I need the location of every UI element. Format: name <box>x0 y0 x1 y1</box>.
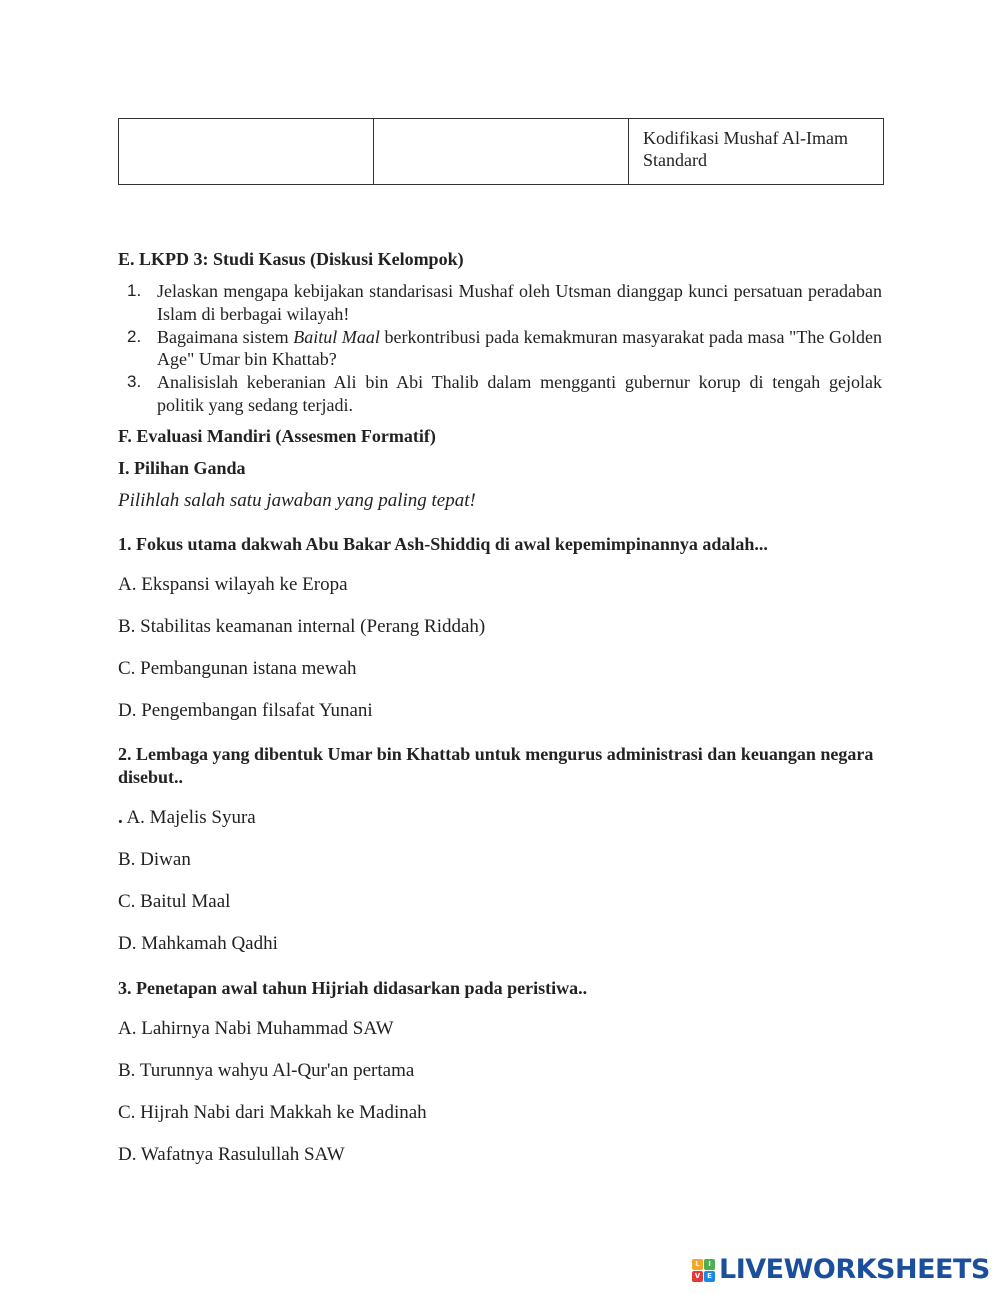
continuation-table <box>118 118 884 185</box>
list-number: 1. <box>127 281 142 300</box>
answer-option[interactable]: D. Wafatnya Rasulullah SAW <box>118 1144 345 1165</box>
answer-option[interactable]: B. Turunnya wahyu Al-Qur'an pertama <box>118 1060 415 1081</box>
multiple-choice-heading: I. Pilihan Ganda <box>118 458 246 478</box>
question-3: 3. Penetapan awal tahun Hijriah didasarkan pada peristiwa.. <box>118 978 588 998</box>
answer-option[interactable]: D. Mahkamah Qadhi <box>118 933 278 954</box>
list-item-text: Analisislah keberanian Ali bin Abi Thalib dalam mengganti gubernur korup di tengah gejolak politik yang sedang terjadi. <box>157 372 882 415</box>
liveworksheets-logo-icon <box>692 1259 715 1282</box>
option-text: A. Majelis Syura <box>122 807 256 828</box>
table-cell: Kodifikasi Mushaf Al-Imam Standard <box>629 119 884 185</box>
logo-mark-tile: I <box>704 1259 715 1270</box>
table-row <box>119 119 884 185</box>
list-item-text: Jelaskan mengapa kebijakan standarisasi Mushaf oleh Utsman dianggap kunci persatuan peradaban Islam di berbagai wilayah! <box>157 281 882 324</box>
list-item-emphasis: Baitul Maal <box>293 326 380 347</box>
answer-option[interactable]: B. Diwan <box>118 849 191 870</box>
logo-mark-tile: L <box>692 1259 703 1270</box>
question-1: 1. Fokus utama dakwah Abu Bakar Ash-Shiddiq di awal kepemimpinannya adalah... <box>118 534 768 554</box>
answer-option[interactable]: C. Hijrah Nabi dari Makkah ke Madinah <box>118 1102 427 1123</box>
answer-option[interactable]: D. Pengembangan filsafat Yunani <box>118 700 373 721</box>
section-e-heading: E. LKPD 3: Studi Kasus (Diskusi Kelompok) <box>118 249 464 269</box>
answer-option[interactable]: B. Stabilitas keamanan internal (Perang Riddah) <box>118 616 486 637</box>
answer-option[interactable]: A. Lahirnya Nabi Muhammad SAW <box>118 1018 394 1039</box>
list-item <box>118 280 882 325</box>
list-number: 3. <box>127 372 142 391</box>
answer-option[interactable]: C. Baitul Maal <box>118 891 231 912</box>
logo-mark-tile: E <box>704 1271 715 1282</box>
list-item <box>118 326 882 371</box>
table-cell <box>374 119 629 185</box>
list-item-text: Bagaimana sistem <box>157 326 294 347</box>
option-prefix: . <box>118 807 123 828</box>
logo-wordmark: LIVEWORKSHEETS <box>719 1254 990 1285</box>
answer-option[interactable] <box>118 807 256 829</box>
answer-option[interactable]: A. Ekspansi wilayah ke Eropa <box>118 574 348 595</box>
logo-mark-tile: V <box>692 1271 703 1282</box>
list-item-text: berkontribusi pada kemakmuran masyarakat pada masa "The Golden Age" Umar bin Khattab? <box>157 326 883 369</box>
instruction-text: Pilihlah salah satu jawaban yang paling tepat! <box>118 490 476 511</box>
question-2: 2. Lembaga yang dibentuk Umar bin Khattab untuk mengurus administrasi dan keuangan negara disebut.. <box>118 744 874 787</box>
list-number: 2. <box>127 326 142 346</box>
answer-option[interactable]: C. Pembangunan istana mewah <box>118 658 357 679</box>
liveworksheets-logo[interactable] <box>692 1256 990 1284</box>
table-cell <box>119 119 374 185</box>
list-item <box>118 371 882 416</box>
case-study-list <box>118 280 882 417</box>
section-f-heading: F. Evaluasi Mandiri (Assesmen Formatif) <box>118 426 436 446</box>
